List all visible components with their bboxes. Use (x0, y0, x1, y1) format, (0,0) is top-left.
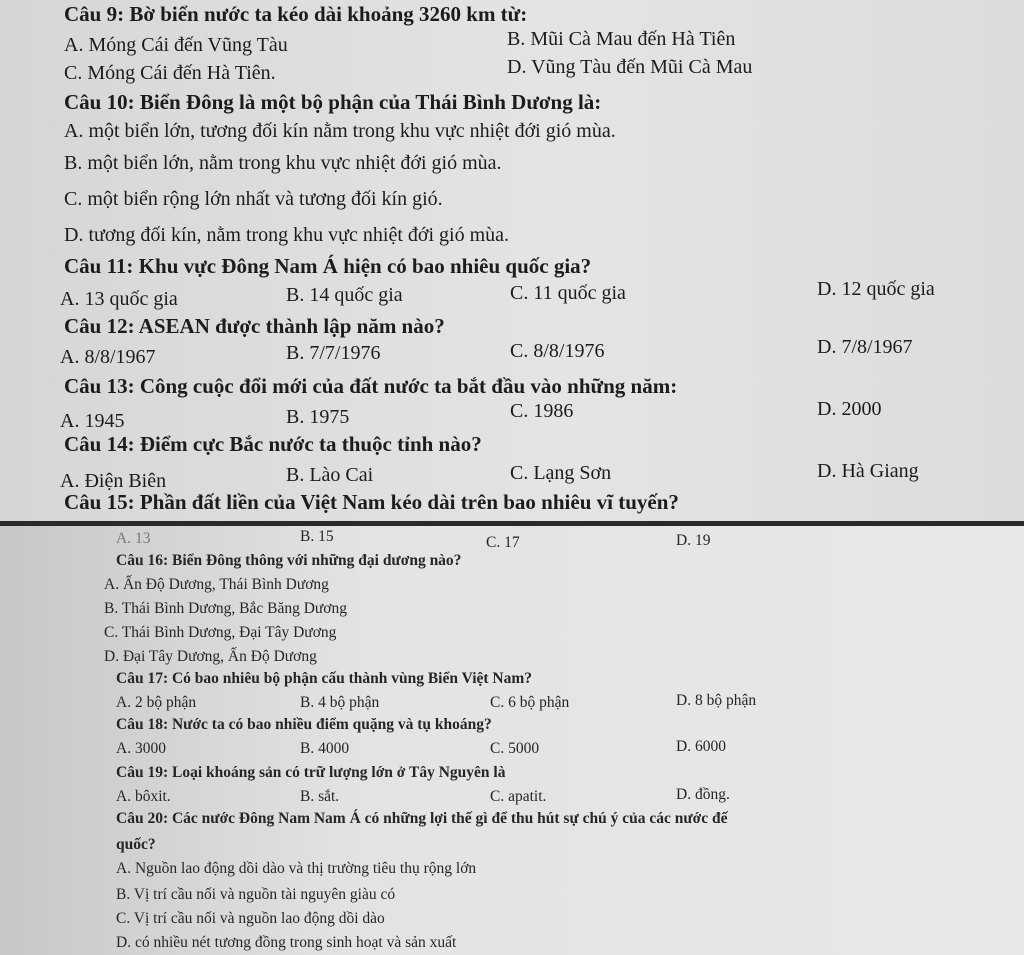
option-a: A. 8/8/1967 (60, 346, 156, 368)
question-20-continued: quốc? (116, 836, 156, 853)
option-c: C. Thái Bình Dương, Đại Tây Dương (104, 624, 337, 641)
option-c: C. Lạng Sơn (510, 462, 612, 484)
question-18: Câu 18: Nước ta có bao nhiều điểm quặng và tụ khoáng? (116, 716, 492, 733)
option-b: B. Lào Cai (286, 464, 374, 486)
option-d: D. Vũng Tàu đến Mũi Cà Mau (507, 56, 753, 78)
option-a: A. 3000 (116, 740, 166, 757)
option-a: A. một biển lớn, tương đối kín nằm trong khu vực nhiệt đới gió mùa. (64, 120, 616, 142)
option-a: A. Nguồn lao động dồi dào và thị trường tiêu thụ rộng lớn (116, 860, 477, 877)
option-b: B. 4 bộ phận (300, 694, 380, 711)
option-a: A. Móng Cái đến Vũng Tàu (64, 34, 288, 56)
option-b: B. 4000 (300, 740, 350, 757)
option-d: D. 7/8/1967 (817, 336, 913, 358)
question-13: Câu 13: Công cuộc đổi mới của đất nước ta bắt đầu vào những năm: (64, 374, 678, 398)
option-b: B. Vị trí cầu nối và nguồn tài nguyên giàu có (116, 886, 396, 903)
option-b: B. 1975 (286, 406, 350, 428)
option-b: B. sắt. (300, 788, 340, 805)
question-19: Câu 19: Loại khoáng sản có trữ lượng lớn ở Tây Nguyên là (116, 764, 506, 781)
question-10: Câu 10: Biển Đông là một bộ phận của Thái Bình Dương là: (64, 90, 602, 114)
question-15: Câu 15: Phần đất liền của Việt Nam kéo dài trên bao nhiêu vĩ tuyến? (64, 490, 679, 514)
option-b: B. Thái Bình Dương, Bắc Băng Dương (104, 600, 348, 617)
option-c: C. một biển rộng lớn nhất và tương đối kín gió. (64, 188, 443, 210)
question-12: Câu 12: ASEAN được thành lập năm nào? (64, 314, 445, 338)
option-c: C. 11 quốc gia (510, 282, 626, 304)
option-d: D. có nhiều nét tương đồng trong sinh hoạt và sản xuất (116, 934, 457, 951)
option-b: B. Mũi Cà Mau đến Hà Tiên (507, 28, 736, 50)
question-11: Câu 11: Khu vực Đông Nam Á hiện có bao nhiêu quốc gia? (64, 254, 592, 278)
option-a: A. Điện Biên (60, 470, 167, 492)
option-b: B. 15 (300, 528, 334, 545)
option-c: C. 1986 (510, 400, 574, 422)
option-d: D. tương đối kín, nằm trong khu vực nhiệt đới gió mùa. (64, 224, 510, 246)
question-14: Câu 14: Điểm cực Bắc nước ta thuộc tỉnh nào? (64, 432, 482, 456)
option-a: A. 1945 (60, 410, 125, 432)
option-d: D. Hà Giang (817, 460, 919, 482)
question-17: Câu 17: Có bao nhiêu bộ phận cấu thành vùng Biển Việt Nam? (116, 670, 533, 687)
option-d: D. 19 (676, 532, 711, 549)
option-b: B. 14 quốc gia (286, 284, 403, 306)
option-c: C. Móng Cái đến Hà Tiên. (64, 62, 276, 84)
option-a: A. 13 quốc gia (60, 288, 178, 310)
option-d: D. 8 bộ phận (676, 692, 757, 709)
option-d: D. đồng. (676, 786, 730, 803)
option-c: C. apatit. (490, 788, 547, 805)
option-b: B. 7/7/1976 (286, 342, 381, 364)
option-c: C. 17 (486, 534, 520, 551)
option-c: C. 8/8/1976 (510, 340, 605, 362)
option-c: C. Vị trí cầu nối và nguồn lao động dồi dào (116, 910, 385, 927)
option-a: A. bôxit. (116, 788, 171, 805)
option-a: A. 2 bộ phận (116, 694, 197, 711)
option-c: C. 5000 (490, 740, 540, 757)
option-d: D. Đại Tây Dương, Ấn Độ Dương (104, 648, 317, 665)
option-a: A. 13 (116, 530, 151, 547)
option-c: C. 6 bộ phận (490, 694, 570, 711)
option-b: B. một biển lớn, nằm trong khu vực nhiệt đới gió mùa. (64, 152, 502, 174)
option-d: D. 2000 (817, 398, 882, 420)
option-d: D. 12 quốc gia (817, 278, 935, 300)
option-a: A. Ấn Độ Dương, Thái Bình Dương (104, 576, 329, 593)
option-d: D. 6000 (676, 738, 726, 755)
question-9: Câu 9: Bờ biển nước ta kéo dài khoảng 3260 km từ: (64, 2, 528, 26)
question-16: Câu 16: Biển Đông thông với những đại dương nào? (116, 552, 462, 569)
question-20: Câu 20: Các nước Đông Nam Nam Á có những lợi thế gì để thu hút sự chú ý của các nước đế (116, 810, 728, 827)
exam-sheet-bottom (0, 526, 1024, 955)
